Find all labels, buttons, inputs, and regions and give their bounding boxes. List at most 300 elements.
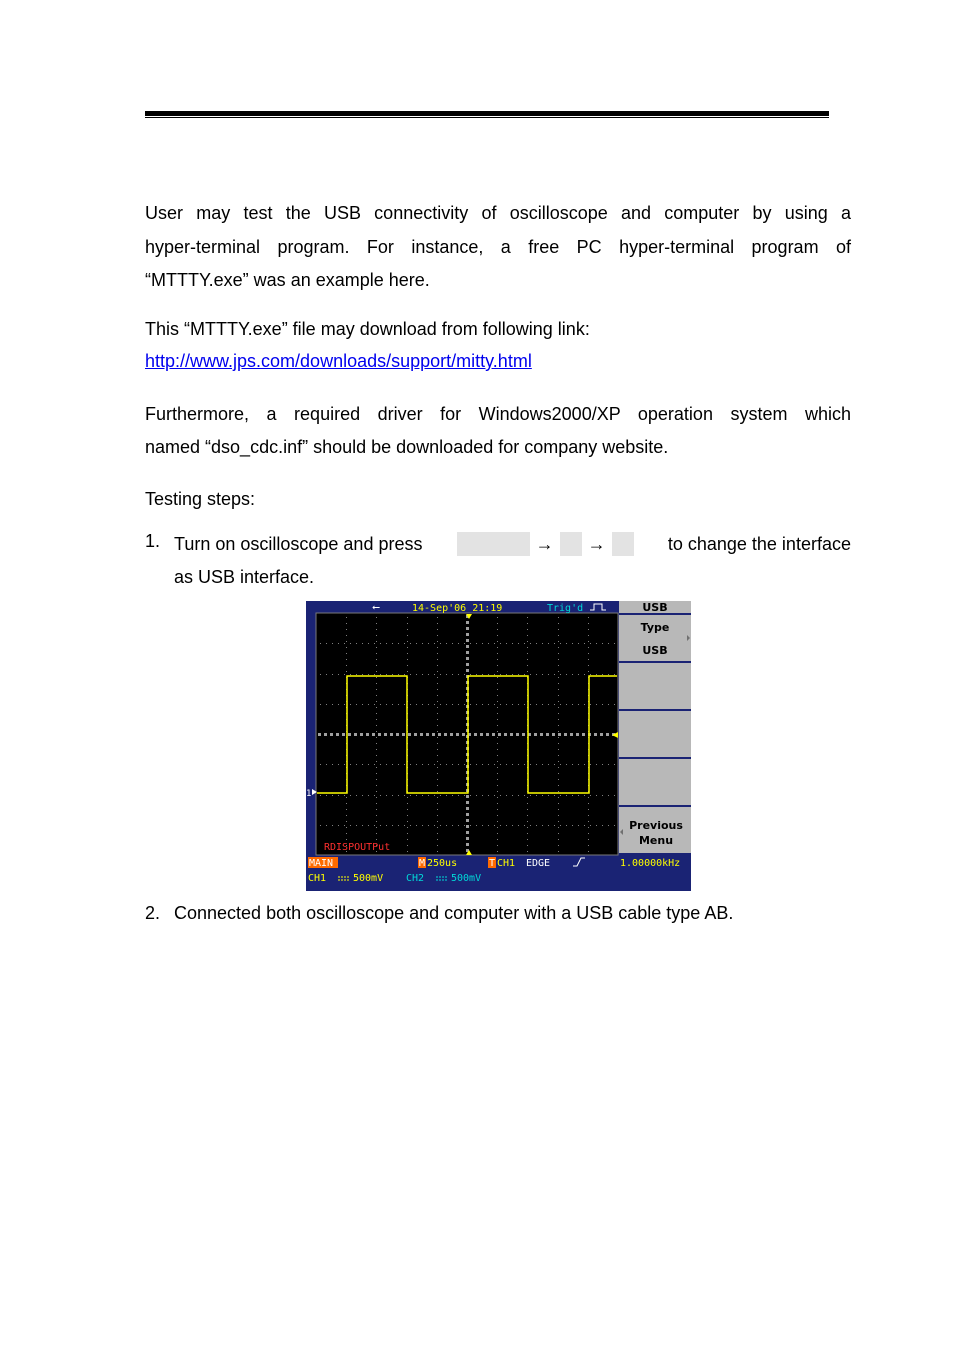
type-softkey[interactable] bbox=[612, 532, 634, 556]
grid-dot bbox=[376, 839, 377, 840]
grid-dot bbox=[376, 785, 377, 786]
grid-dot bbox=[498, 733, 501, 736]
grid-dot bbox=[558, 743, 559, 744]
grid-dot bbox=[437, 803, 438, 804]
grid-dot bbox=[437, 641, 438, 642]
grid-dot bbox=[497, 779, 498, 780]
grid-dot bbox=[466, 819, 469, 822]
grid-dot bbox=[482, 704, 483, 705]
softkey-2-box[interactable] bbox=[619, 663, 691, 709]
grid-dot bbox=[437, 665, 438, 666]
grid-dot bbox=[516, 733, 519, 736]
grid-dot bbox=[466, 795, 469, 798]
grid-dot bbox=[497, 617, 498, 618]
grid-dot bbox=[504, 733, 507, 736]
grid-dot bbox=[407, 797, 408, 798]
grid-dot bbox=[338, 764, 339, 765]
grid-dot bbox=[368, 764, 369, 765]
grid-dot bbox=[330, 733, 333, 736]
grid-dot bbox=[338, 674, 339, 675]
grid-dot bbox=[437, 695, 438, 696]
grid-dot bbox=[440, 643, 441, 644]
grid-dot bbox=[497, 785, 498, 786]
grid-dot bbox=[542, 643, 543, 644]
grid-dot bbox=[500, 764, 501, 765]
grid-dot bbox=[588, 821, 589, 822]
frequency-readout: 1.00000kHz bbox=[620, 858, 681, 869]
grid-dot bbox=[497, 689, 498, 690]
oscilloscope-screenshot bbox=[306, 601, 691, 891]
type-softkey-value: USB bbox=[642, 644, 668, 657]
grid-dot bbox=[558, 725, 559, 726]
grid-dot bbox=[398, 764, 399, 765]
grid-dot bbox=[434, 643, 435, 644]
grid-dot bbox=[428, 674, 429, 675]
grid-dot bbox=[558, 677, 559, 678]
grid-dot bbox=[407, 629, 408, 630]
grid-dot bbox=[524, 764, 525, 765]
date-time: 14-Sep'06 21:19 bbox=[412, 603, 503, 614]
grid-dot bbox=[497, 773, 498, 774]
grid-dot bbox=[602, 825, 603, 826]
grid-dot bbox=[596, 643, 597, 644]
driver-line-2: named “dso_cdc.inf” should be downloaded for company website. bbox=[145, 437, 669, 457]
grid-dot bbox=[407, 821, 408, 822]
grid-dot bbox=[437, 701, 438, 702]
grid-dot bbox=[346, 659, 347, 660]
grid-dot bbox=[396, 733, 399, 736]
grid-dot bbox=[524, 674, 525, 675]
grid-dot bbox=[614, 704, 615, 705]
mode-label: MAIN bbox=[309, 858, 334, 869]
grid-dot bbox=[452, 674, 453, 675]
grid-dot bbox=[527, 653, 528, 654]
grid-dot bbox=[362, 795, 363, 796]
grid-dot bbox=[518, 704, 519, 705]
grid-dot bbox=[437, 761, 438, 762]
grid-dot bbox=[346, 671, 347, 672]
grid-dot bbox=[368, 704, 369, 705]
grid-dot bbox=[318, 733, 321, 736]
grid-dot bbox=[527, 665, 528, 666]
grid-dot bbox=[326, 764, 327, 765]
grid-dot bbox=[437, 677, 438, 678]
grid-dot bbox=[326, 704, 327, 705]
grid-dot bbox=[497, 815, 498, 816]
grid-dot bbox=[558, 713, 559, 714]
grid-dot bbox=[558, 827, 559, 828]
grid-dot bbox=[494, 704, 495, 705]
grid-dot bbox=[497, 725, 498, 726]
grid-dot bbox=[560, 795, 561, 796]
grid-dot bbox=[437, 719, 438, 720]
grid-dot bbox=[488, 674, 489, 675]
grid-dot bbox=[324, 733, 327, 736]
timebase-tag: M bbox=[419, 858, 426, 869]
grid-dot bbox=[542, 704, 543, 705]
grid-dot bbox=[588, 641, 589, 642]
grid-dot bbox=[470, 674, 471, 675]
grid-dot bbox=[488, 825, 489, 826]
grid-dot bbox=[386, 795, 387, 796]
grid-dot bbox=[437, 653, 438, 654]
grid-dot bbox=[527, 827, 528, 828]
grid-dot bbox=[320, 825, 321, 826]
grid-dot bbox=[588, 803, 589, 804]
grid-dot bbox=[466, 627, 469, 630]
grid-dot bbox=[558, 665, 559, 666]
grid-dot bbox=[362, 674, 363, 675]
grid-dot bbox=[482, 643, 483, 644]
grid-dot bbox=[410, 764, 411, 765]
grid-dot bbox=[416, 674, 417, 675]
grid-dot bbox=[374, 643, 375, 644]
grid-dot bbox=[494, 674, 495, 675]
step-1 bbox=[145, 531, 851, 591]
grid-dot bbox=[376, 779, 377, 780]
grid-dot bbox=[407, 653, 408, 654]
grid-dot bbox=[530, 643, 531, 644]
grid-dot bbox=[446, 643, 447, 644]
grid-dot bbox=[428, 764, 429, 765]
grid-dot bbox=[422, 704, 423, 705]
grid-dot bbox=[410, 704, 411, 705]
grid-dot bbox=[608, 704, 609, 705]
grid-dot bbox=[497, 833, 498, 834]
trigger-tag: T bbox=[489, 858, 496, 869]
grid-dot bbox=[558, 797, 559, 798]
grid-dot bbox=[407, 635, 408, 636]
grid-dot bbox=[588, 671, 589, 672]
grid-dot bbox=[398, 795, 399, 796]
grid-dot bbox=[386, 825, 387, 826]
grid-dot bbox=[456, 733, 459, 736]
ch2-scale: 500mV bbox=[451, 873, 482, 884]
grid-dot bbox=[407, 659, 408, 660]
grid-dot bbox=[558, 653, 559, 654]
grid-dot bbox=[588, 797, 589, 798]
grid-dot bbox=[558, 719, 559, 720]
download-link[interactable]: http://www.jps.com/downloads/support/mitty.html bbox=[145, 351, 532, 371]
grid-dot bbox=[376, 617, 377, 618]
grid-dot bbox=[407, 833, 408, 834]
grid-dot bbox=[438, 733, 441, 736]
grid-dot bbox=[344, 764, 345, 765]
grid-dot bbox=[572, 643, 573, 644]
grid-dot bbox=[392, 764, 393, 765]
grid-dot bbox=[346, 821, 347, 822]
grid-dot bbox=[482, 795, 483, 796]
grid-dot bbox=[608, 795, 609, 796]
grid-dot bbox=[466, 645, 469, 648]
grid-dot bbox=[446, 764, 447, 765]
grid-dot bbox=[356, 674, 357, 675]
grid-dot bbox=[437, 689, 438, 690]
grid-dot bbox=[326, 825, 327, 826]
grid-dot bbox=[407, 827, 408, 828]
grid-dot bbox=[376, 809, 377, 810]
grid-dot bbox=[422, 643, 423, 644]
grid-dot bbox=[356, 825, 357, 826]
grid-dot bbox=[458, 674, 459, 675]
grid-dot bbox=[437, 821, 438, 822]
grid-dot bbox=[527, 647, 528, 648]
grid-dot bbox=[346, 665, 347, 666]
grid-dot bbox=[470, 643, 471, 644]
grid-dot bbox=[470, 795, 471, 796]
grid-dot bbox=[410, 825, 411, 826]
grid-dot bbox=[536, 825, 537, 826]
grid-dot bbox=[530, 674, 531, 675]
grid-dot bbox=[458, 764, 459, 765]
grid-dot bbox=[566, 764, 567, 765]
grid-dot bbox=[376, 827, 377, 828]
grid-dot bbox=[578, 764, 579, 765]
grid-dot bbox=[576, 733, 579, 736]
grid-dot bbox=[376, 635, 377, 636]
grid-dot bbox=[376, 767, 377, 768]
grid-dot bbox=[527, 839, 528, 840]
grid-dot bbox=[497, 707, 498, 708]
grid-dot bbox=[542, 674, 543, 675]
grid-dot bbox=[524, 795, 525, 796]
grid-dot bbox=[416, 825, 417, 826]
grid-dot bbox=[548, 825, 549, 826]
grid-dot bbox=[386, 643, 387, 644]
softkey-4-box[interactable] bbox=[619, 759, 691, 805]
grid-dot bbox=[374, 764, 375, 765]
grid-dot bbox=[486, 733, 489, 736]
io-softkey[interactable] bbox=[560, 532, 582, 556]
grid-dot bbox=[614, 764, 615, 765]
grid-dot bbox=[564, 733, 567, 736]
grid-dot bbox=[588, 839, 589, 840]
grid-dot bbox=[588, 629, 589, 630]
grid-dot bbox=[420, 733, 423, 736]
grid-dot bbox=[320, 764, 321, 765]
grid-dot bbox=[500, 825, 501, 826]
grid-dot bbox=[366, 733, 369, 736]
grid-dot bbox=[558, 635, 559, 636]
grid-dot bbox=[512, 704, 513, 705]
grid-dot bbox=[588, 623, 589, 624]
grid-dot bbox=[608, 764, 609, 765]
grid-dot bbox=[437, 671, 438, 672]
grid-dot bbox=[476, 825, 477, 826]
grid-dot bbox=[614, 795, 615, 796]
grid-dot bbox=[584, 795, 585, 796]
grid-dot bbox=[437, 737, 438, 738]
grid-dot bbox=[584, 674, 585, 675]
grid-dot bbox=[437, 845, 438, 846]
grid-dot bbox=[376, 629, 377, 630]
grid-dot bbox=[558, 733, 561, 736]
grid-dot bbox=[466, 837, 469, 840]
grid-dot bbox=[376, 749, 377, 750]
grid-dot bbox=[458, 704, 459, 705]
grid-dot bbox=[346, 827, 347, 828]
grid-dot bbox=[350, 643, 351, 644]
grid-dot bbox=[560, 643, 561, 644]
grid-dot bbox=[320, 704, 321, 705]
grid-dot bbox=[466, 657, 469, 660]
grid-dot bbox=[497, 647, 498, 648]
softkey-3-box[interactable] bbox=[619, 711, 691, 757]
grid-dot bbox=[368, 643, 369, 644]
grid-dot bbox=[376, 791, 377, 792]
grid-dot bbox=[497, 659, 498, 660]
grid-dot bbox=[582, 733, 585, 736]
grid-dot bbox=[594, 733, 597, 736]
grid-dot bbox=[536, 704, 537, 705]
grid-dot bbox=[376, 623, 377, 624]
grid-dot bbox=[437, 797, 438, 798]
grid-dot bbox=[376, 713, 377, 714]
grid-dot bbox=[578, 643, 579, 644]
grid-dot bbox=[497, 845, 498, 846]
grid-dot bbox=[378, 733, 381, 736]
grid-dot bbox=[527, 833, 528, 834]
grid-dot bbox=[392, 825, 393, 826]
grid-dot bbox=[392, 674, 393, 675]
grid-dot bbox=[346, 803, 347, 804]
grid-dot bbox=[506, 825, 507, 826]
grid-dot bbox=[480, 733, 483, 736]
grid-dot bbox=[497, 755, 498, 756]
grid-dot bbox=[476, 674, 477, 675]
grid-dot bbox=[600, 733, 603, 736]
grid-dot bbox=[527, 617, 528, 618]
grid-dot bbox=[614, 643, 615, 644]
grid-dot bbox=[596, 704, 597, 705]
grid-dot bbox=[466, 831, 469, 834]
grid-dot bbox=[558, 767, 559, 768]
grid-dot bbox=[554, 795, 555, 796]
grid-dot bbox=[494, 764, 495, 765]
grid-dot bbox=[376, 761, 377, 762]
grid-dot bbox=[590, 764, 591, 765]
grid-dot bbox=[437, 767, 438, 768]
grid-dot bbox=[558, 659, 559, 660]
grid-dot bbox=[534, 733, 537, 736]
grid-dot bbox=[542, 825, 543, 826]
grid-dot bbox=[497, 635, 498, 636]
grid-dot bbox=[470, 825, 471, 826]
grid-dot bbox=[558, 791, 559, 792]
grid-dot bbox=[360, 733, 363, 736]
grid-dot bbox=[606, 733, 609, 736]
utility-key[interactable] bbox=[457, 532, 530, 556]
grid-dot bbox=[476, 704, 477, 705]
grid-dot bbox=[558, 779, 559, 780]
grid-dot bbox=[350, 795, 351, 796]
grid-dot bbox=[376, 731, 377, 732]
header-rule bbox=[145, 111, 829, 116]
grid-dot bbox=[512, 674, 513, 675]
grid-dot bbox=[558, 671, 559, 672]
grid-dot bbox=[602, 795, 603, 796]
grid-dot bbox=[346, 839, 347, 840]
grid-dot bbox=[380, 825, 381, 826]
grid-dot bbox=[458, 643, 459, 644]
grid-dot bbox=[464, 674, 465, 675]
grid-dot bbox=[497, 761, 498, 762]
grid-dot bbox=[458, 825, 459, 826]
grid-dot bbox=[518, 764, 519, 765]
grid-dot bbox=[466, 843, 469, 846]
grid-dot bbox=[530, 825, 531, 826]
grid-dot bbox=[536, 795, 537, 796]
grid-dot bbox=[584, 764, 585, 765]
grid-dot bbox=[380, 674, 381, 675]
grid-dot bbox=[437, 659, 438, 660]
grid-dot bbox=[570, 733, 573, 736]
grid-dot bbox=[497, 653, 498, 654]
grid-dot bbox=[440, 674, 441, 675]
grid-dot bbox=[332, 643, 333, 644]
grid-dot bbox=[407, 809, 408, 810]
grid-dot bbox=[410, 643, 411, 644]
grid-dot bbox=[482, 674, 483, 675]
grid-dot bbox=[466, 651, 469, 654]
grid-dot bbox=[510, 733, 513, 736]
grid-dot bbox=[466, 801, 469, 804]
grid-dot bbox=[558, 647, 559, 648]
grid-dot bbox=[437, 713, 438, 714]
grid-dot bbox=[416, 704, 417, 705]
grid-dot bbox=[524, 704, 525, 705]
grid-dot bbox=[554, 704, 555, 705]
grid-dot bbox=[548, 764, 549, 765]
grid-dot bbox=[527, 635, 528, 636]
grid-dot bbox=[437, 683, 438, 684]
grid-dot bbox=[602, 643, 603, 644]
grid-dot bbox=[497, 803, 498, 804]
grid-dot bbox=[437, 635, 438, 636]
grid-dot bbox=[320, 674, 321, 675]
grid-dot bbox=[356, 643, 357, 644]
download-link-line bbox=[145, 345, 851, 379]
grid-dot bbox=[434, 795, 435, 796]
grid-dot bbox=[546, 733, 549, 736]
grid-dot bbox=[332, 764, 333, 765]
step-2 bbox=[145, 903, 851, 927]
grid-dot bbox=[342, 733, 345, 736]
grid-dot bbox=[362, 704, 363, 705]
grid-dot bbox=[407, 641, 408, 642]
grid-dot bbox=[437, 707, 438, 708]
grid-dot bbox=[354, 733, 357, 736]
grid-dot bbox=[428, 825, 429, 826]
grid-dot bbox=[437, 743, 438, 744]
grid-dot bbox=[470, 764, 471, 765]
grid-dot bbox=[332, 674, 333, 675]
grid-dot bbox=[536, 674, 537, 675]
grid-dot bbox=[402, 733, 405, 736]
grid-dot bbox=[376, 671, 377, 672]
grid-dot bbox=[464, 643, 465, 644]
grid-dot bbox=[548, 674, 549, 675]
grid-dot bbox=[346, 647, 347, 648]
grid-dot bbox=[422, 674, 423, 675]
grid-dot bbox=[497, 731, 498, 732]
trigger-status: Trig'd bbox=[547, 603, 584, 614]
intro-line-2: hyper-terminal program. For instance, a free PC hyper-terminal program of bbox=[145, 237, 851, 257]
grid-dot bbox=[527, 851, 528, 852]
grid-dot bbox=[446, 795, 447, 796]
grid-dot bbox=[404, 795, 405, 796]
step-1-number: 1. bbox=[145, 531, 161, 551]
